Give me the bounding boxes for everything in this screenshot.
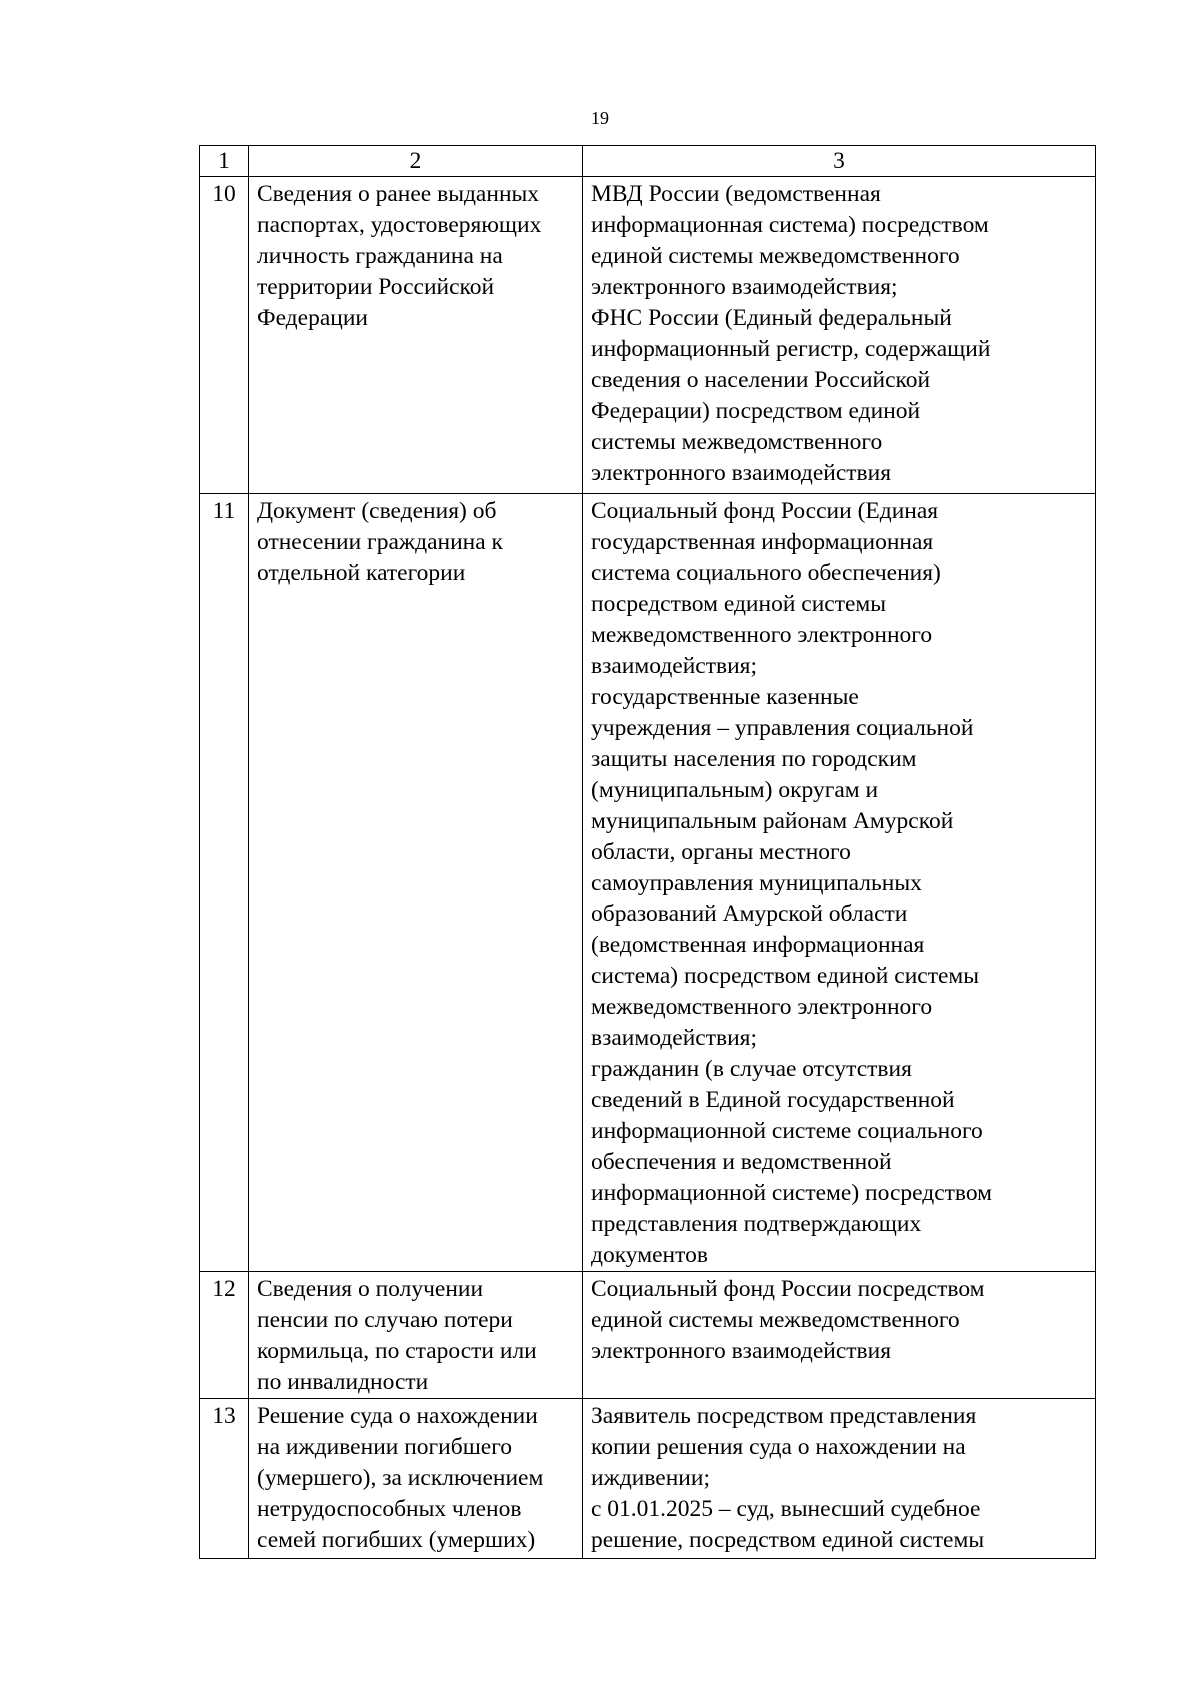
info-cell: Решение суда о нахождении на иждивении погибшего (умершего), за исключением нетрудоспособных членов семей погибших (умерших) [249, 1399, 583, 1559]
column-header-3: 3 [583, 146, 1096, 177]
column-header-2: 2 [249, 146, 583, 177]
source-cell: Заявитель посредством представления копии решения суда о нахождении на иждивении; с 01.01.2025 – суд, вынесший судебное решение, посредством единой системы [583, 1399, 1096, 1559]
table-row [200, 1272, 1096, 1399]
info-cell: Сведения о получении пенсии по случаю потери кормильца, по старости или по инвалидности [249, 1272, 583, 1399]
row-number: 12 [200, 1272, 249, 1399]
data-sources-table [199, 145, 1096, 1559]
table-row [200, 494, 1096, 1272]
row-number: 10 [200, 177, 249, 494]
table-row [200, 177, 1096, 494]
row-number: 13 [200, 1399, 249, 1559]
info-cell: Сведения о ранее выданных паспортах, удостоверяющих личность гражданина на территории Российской Федерации [249, 177, 583, 494]
source-cell: Социальный фонд России (Единая государственная информационная система социального обеспечения) посредством единой системы межведомственного электронного взаимодействия; государственные казенные учреждения – управления социальной защиты населения по городским (муниципальным) округам и муниципальным районам Амурской области, органы местного самоуправления муниципальных образований Амурской области (ведомственная информационная система) посредством единой системы межведомственного электронного взаимодействия; гражданин (в случае отсутствия сведений в Единой государственной информационной системе социального обеспечения и ведомственной информационной системе) посредством представления подтверждающих документов [583, 494, 1096, 1272]
info-cell: Документ (сведения) об отнесении гражданина к отдельной категории [249, 494, 583, 1272]
table-header-row [200, 146, 1096, 177]
table-row [200, 1399, 1096, 1559]
source-cell: Социальный фонд России посредством единой системы межведомственного электронного взаимодействия [583, 1272, 1096, 1399]
page-number: 19 [591, 108, 609, 128]
row-number: 11 [200, 494, 249, 1272]
source-cell: МВД России (ведомственная информационная система) посредством единой системы межведомственного электронного взаимодействия; ФНС России (Единый федеральный информационный регистр, содержащий сведения о населении Российской Федерации) посредством единой системы межведомственного электронного взаимодействия [583, 177, 1096, 494]
column-header-1: 1 [200, 146, 249, 177]
